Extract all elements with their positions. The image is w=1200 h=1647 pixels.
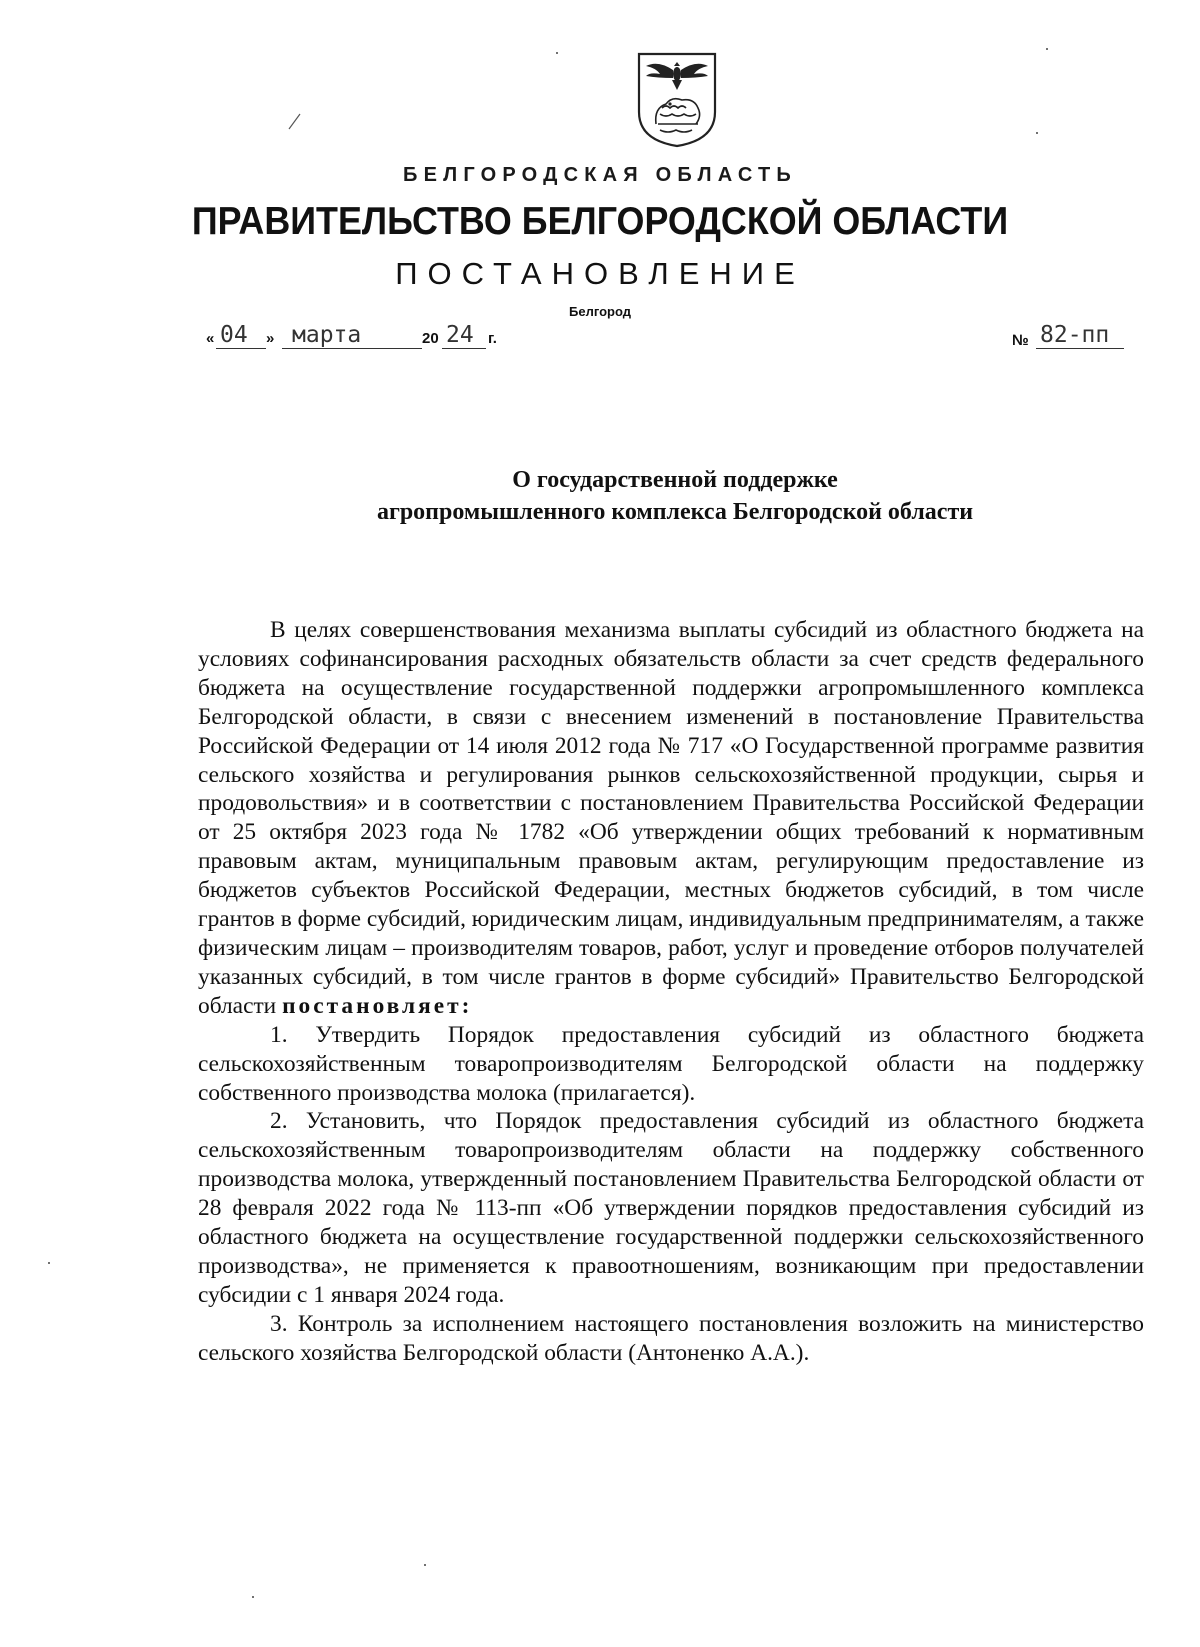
scan-speck: [1046, 48, 1048, 50]
number-value: 82-пп: [1040, 322, 1110, 348]
month-underline: [282, 348, 422, 349]
scan-speck: [48, 1262, 50, 1264]
title-line-1: О государственной поддержке: [512, 467, 838, 493]
preamble-paragraph: [198, 616, 1144, 1021]
item-2-paragraph: 2. Установить, что Порядок предоставления субсидий из областного бюджета сельскохозяйственным товаропроизводителям области на поддержку собственного производства молока, утвержденный постановлением Правительства Белгородской области от 28 февраля 2022 года № 113-пп «Об утверждении порядков предоставления субсидий из областного бюджета на осуществление государственной поддержки сельскохозяйственного производства», не применяется к правоотношениям, возникающим при предоставлении субсидии с 1 января 2024 года.: [198, 1108, 1144, 1308]
document-title: [0, 464, 1200, 528]
document-body: [198, 616, 1144, 1368]
scan-speck: [424, 1564, 426, 1566]
date-year: 24: [446, 322, 474, 348]
item-3-paragraph: 3. Контроль за исполнением настоящего постановления возложить на министерство сельского хозяйства Белгородской области (Антоненко А.А.).: [198, 1310, 1144, 1366]
number-underline: [1036, 348, 1124, 349]
city-name: Белгород: [569, 304, 631, 319]
date-open-quote: «: [206, 330, 215, 347]
preamble-text: В целях совершенствования механизма выплаты субсидий из областного бюджета на условиях софинансирования расходных обязательств области за счет средств федерального бюджета на осуществление государственной поддержки агропромышленного комплекса Белгородской области, в связи с внесением изменений в постановление Правительства Российской Федерации от 14 июля 2012 года № 717 «О Государственной программе развития сельского хозяйства и регулирования рынков сельскохозяйственной продукции, сырья и продовольствия» и в соответствии с постановлением Правительства Российской Федерации от 25 октября 2023 года № 1782 «Об утверждении общих требований к нормативным правовым актам, муниципальным правовым актам, регулирующим предоставление из бюджетов субъектов Российской Федерации, местных бюджетов субсидий, в том числе грантов в форме субсидий, юридическим лицам, индивидуальным предпринимателям, а также физическим лицам – производителям товаров, работ, услуг и проведение отборов получателей указанных субсидий, в том числе грантов в форме субсидий» Правительство Белгородской области: [198, 617, 1144, 1019]
item-1-paragraph: 1. Утвердить Порядок предоставления субсидий из областного бюджета сельскохозяйственным товаропроизводителям Белгородской области на поддержку собственного производства молока (прилагается).: [198, 1021, 1144, 1106]
coat-of-arms-emblem: [636, 52, 718, 148]
date-year-suffix: г.: [488, 330, 497, 347]
number-prefix: №: [1012, 332, 1029, 349]
date-year-prefix: 20: [422, 330, 439, 347]
document-type: ПОСТАНОВЛЕНИЕ: [395, 256, 805, 291]
resolves-word: постановляет:: [282, 992, 473, 1019]
scan-speck: [252, 1596, 254, 1598]
day-underline: [216, 348, 266, 349]
region-name: БЕЛГОРОДСКАЯ ОБЛАСТЬ: [403, 164, 797, 186]
date-day: 04: [220, 322, 248, 348]
scan-mark: [286, 112, 302, 132]
date-close-quote: »: [266, 330, 275, 347]
government-name: ПРАВИТЕЛЬСТВО БЕЛГОРОДСКОЙ ОБЛАСТИ: [191, 200, 1009, 243]
year-underline: [442, 348, 486, 349]
date-month: марта: [292, 322, 362, 348]
scan-speck: [556, 52, 558, 54]
decree-number: [1012, 322, 1124, 356]
title-line-2: агропромышленного комплекса Белгородской области: [376, 499, 974, 525]
scan-speck: [1036, 132, 1038, 134]
